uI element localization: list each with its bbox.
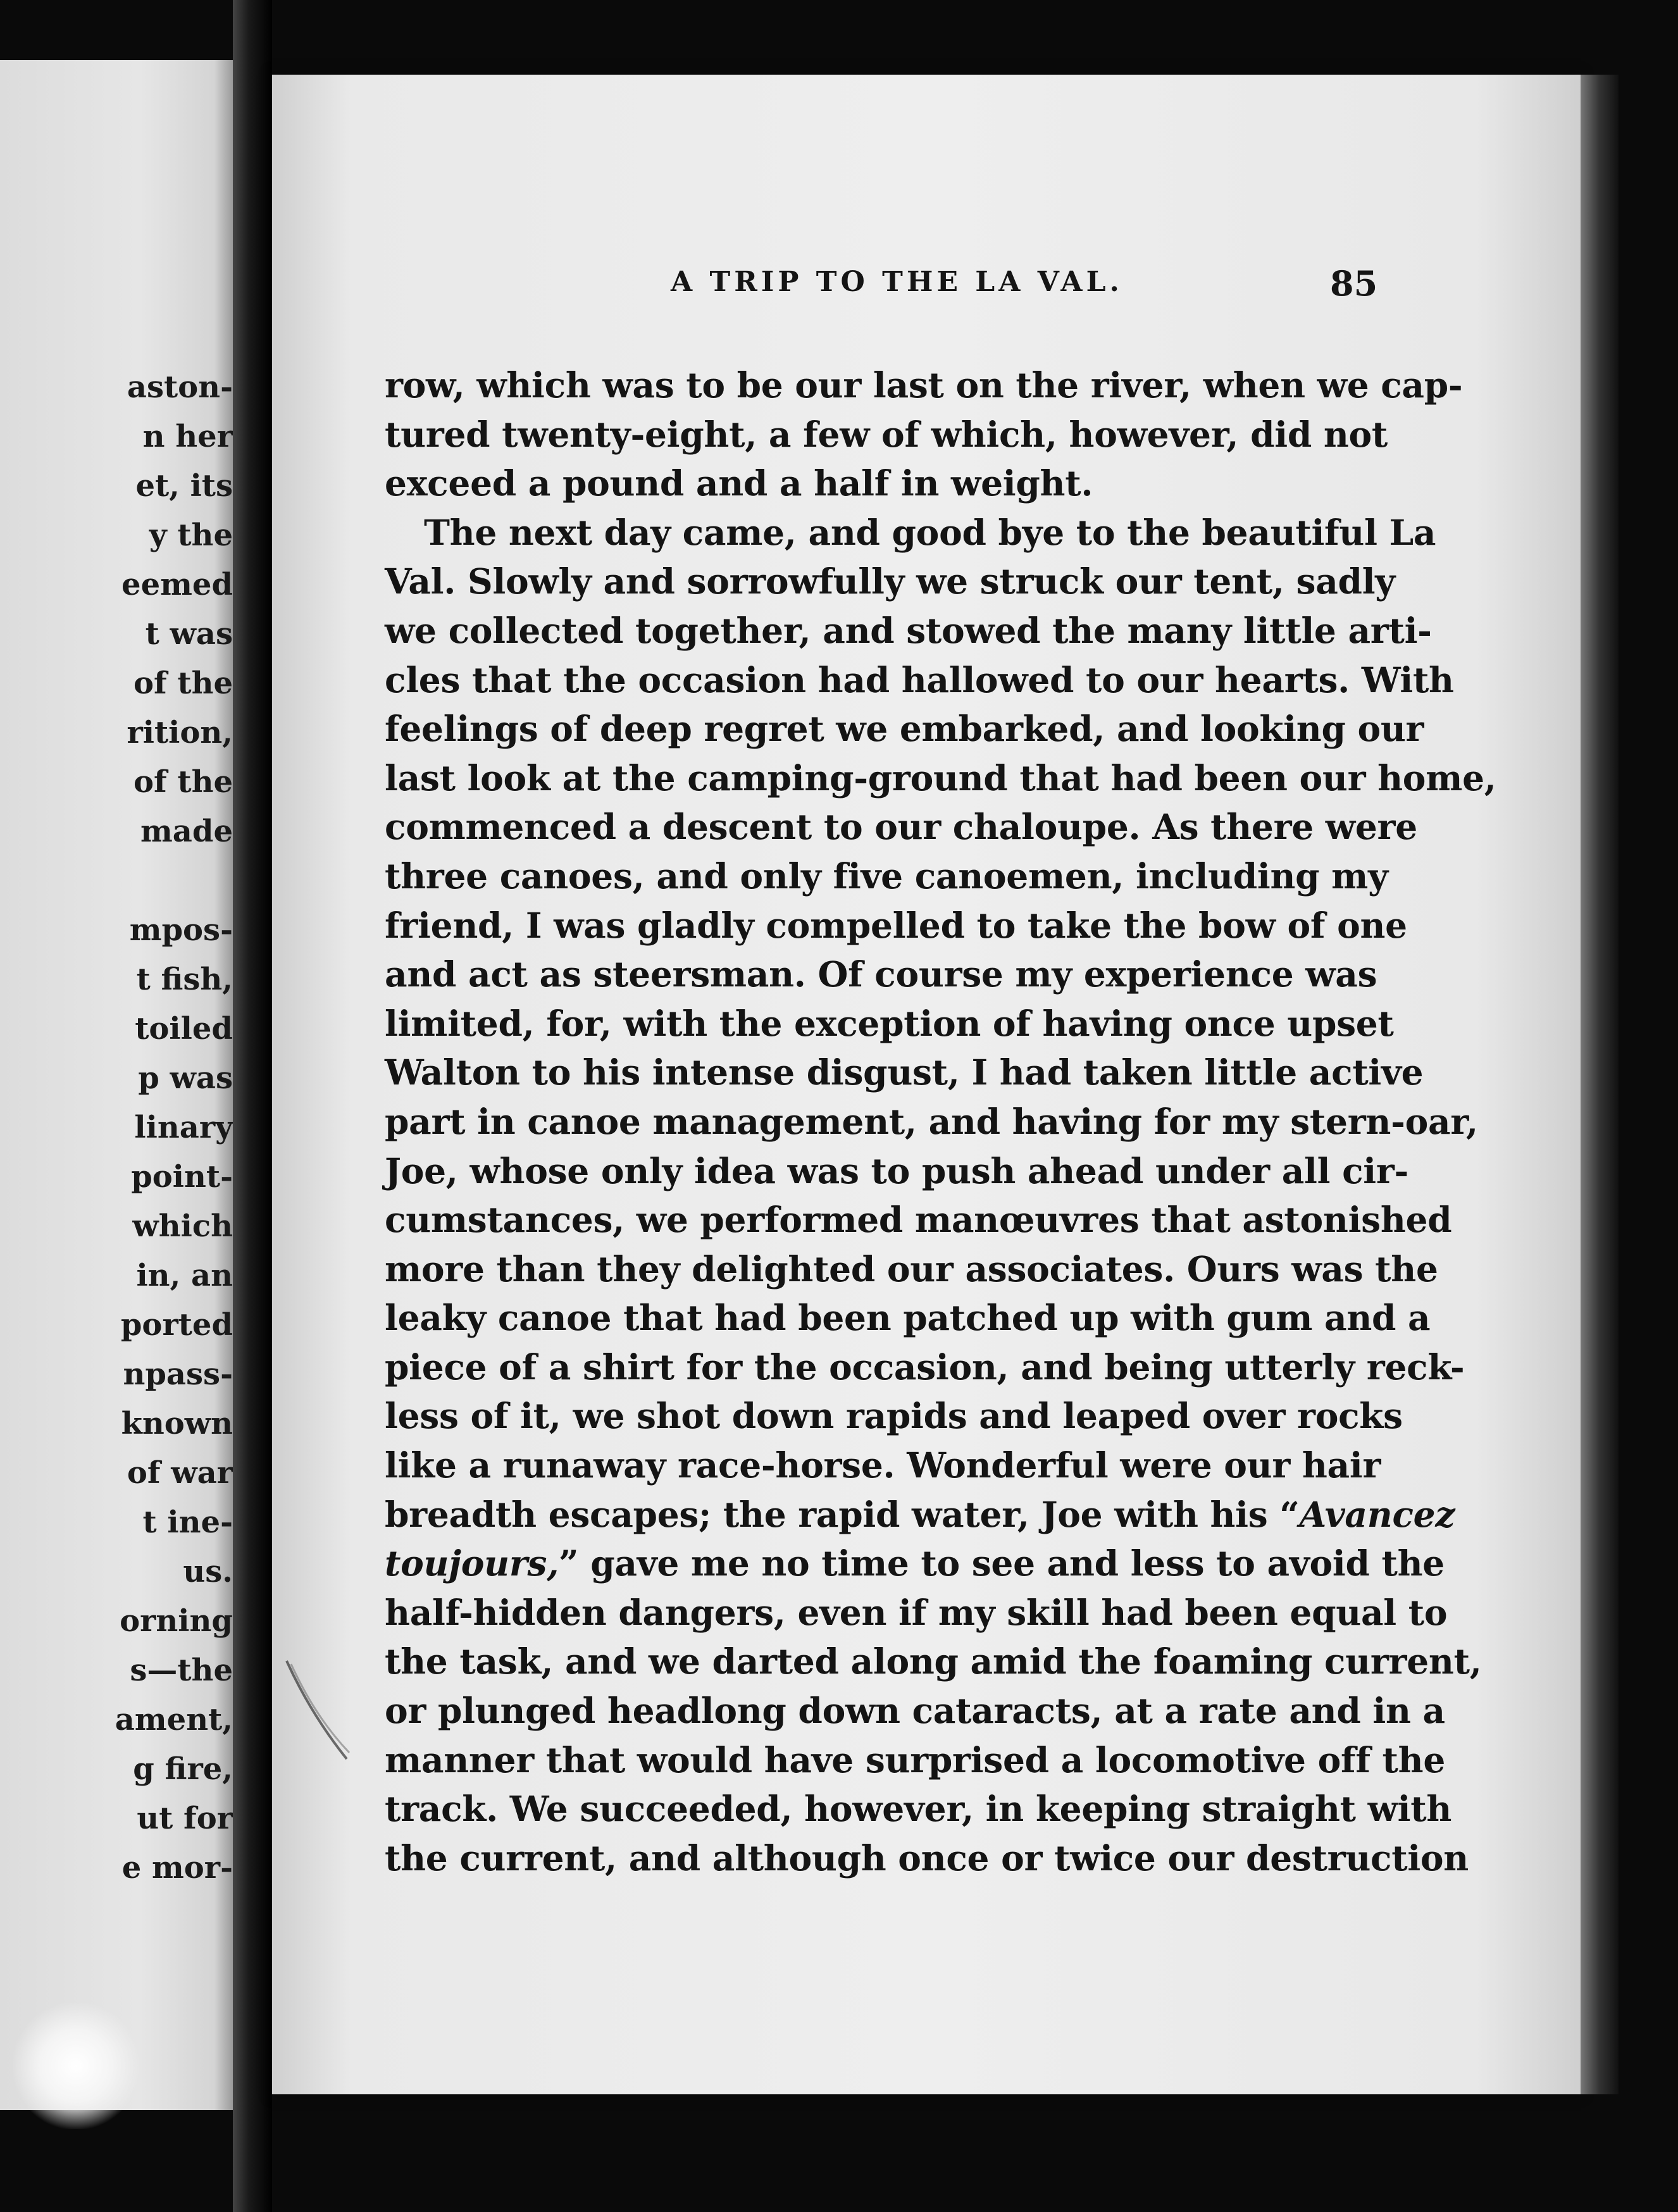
facing-line: in, an [136, 1258, 233, 1293]
book-gutter [233, 0, 272, 2212]
paper-stain [13, 2003, 139, 2129]
text-line: the current, and although once or twice our destruction [385, 1837, 1469, 1879]
text-line: we collected together, and stowed the many little arti- [385, 609, 1432, 651]
text-line: friend, I was gladly compelled to take the bow of one [385, 904, 1407, 946]
text-line: cles that the occasion had hallowed to our hearts. With [385, 659, 1454, 700]
text-line: part in canoe management, and having for my stern-oar, [385, 1100, 1478, 1142]
text-line: row, which was to be our last on the river, when we cap- [385, 364, 1463, 406]
text-line: Joe, whose only idea was to push ahead under all cir- [385, 1150, 1409, 1191]
facing-line: known [121, 1406, 233, 1441]
facing-line: linary [134, 1110, 233, 1145]
italic-phrase: Avancez [1299, 1493, 1455, 1535]
facing-line: of the [134, 764, 233, 800]
text-line: three canoes, and only five canoemen, including my [385, 855, 1388, 897]
text-line: exceed a pound and a half in weight. [385, 463, 1093, 504]
facing-line: orning [120, 1603, 233, 1639]
body-text [385, 361, 1496, 1882]
text-line: or plunged headlong down cataracts, at a rate and in a [385, 1690, 1445, 1732]
facing-line: made [140, 814, 233, 849]
page-number: 85 [1330, 263, 1378, 304]
text-line: feelings of deep regret we embarked, and looking our [385, 708, 1424, 750]
facing-line: ut for [137, 1801, 233, 1836]
text-line: leaky canoe that had been patched up with gum and a [385, 1297, 1431, 1339]
facing-page-fragment [0, 60, 233, 2110]
text-line: piece of a shirt for the occasion, and being utterly reck- [385, 1346, 1465, 1388]
facing-line: e mor- [121, 1850, 233, 1886]
facing-line: t was [145, 616, 233, 652]
facing-line: rition, [127, 715, 233, 750]
text-line: like a runaway race-horse. Wonderful were our hair [385, 1445, 1381, 1486]
facing-page-text [43, 363, 233, 1892]
facing-line: us. [183, 1554, 233, 1589]
text-line: tured twenty-eight, a few of which, however, did not [385, 413, 1388, 455]
facing-line: aston- [127, 370, 233, 405]
text-segment: breadth escapes; the rapid water, Joe with his “ [385, 1493, 1300, 1535]
running-head: A TRIP TO THE LA VAL. [671, 266, 1123, 298]
facing-line: npass- [123, 1357, 233, 1392]
text-line: Walton to his intense disgust, I had taken little active [385, 1052, 1424, 1093]
text-line-with-italic [385, 1539, 1445, 1588]
facing-line: g fire, [133, 1751, 233, 1787]
text-line-with-italic [385, 1490, 1455, 1539]
text-line: more than they delighted our associates. Ours was the [385, 1248, 1438, 1289]
facing-line: et, its [135, 468, 233, 504]
text-line: the task, and we darted along amid the foaming current, [385, 1641, 1482, 1682]
facing-line: y the [149, 518, 233, 553]
facing-line: of the [134, 666, 233, 701]
facing-line: n her [142, 419, 233, 454]
facing-line: which [132, 1209, 233, 1244]
facing-line: ported [120, 1307, 233, 1343]
text-line: cumstances, we performed manœuvres that astonished [385, 1199, 1452, 1241]
text-line: manner that would have surprised a locomotive off the [385, 1739, 1446, 1780]
paper-crease-mark [283, 1658, 353, 1765]
facing-line: ament, [115, 1702, 233, 1737]
text-line: Val. Slowly and sorrowfully we struck our tent, sadly [385, 561, 1395, 602]
text-line: last look at the camping-ground that had been our home, [385, 757, 1496, 798]
facing-line: toiled [135, 1011, 233, 1047]
facing-line: p was [138, 1060, 233, 1096]
text-line: less of it, we shot down rapids and leaped over rocks [385, 1395, 1403, 1437]
facing-line: t fish, [136, 962, 233, 997]
facing-line: s—the [130, 1653, 233, 1688]
page-edge-shadow [1581, 75, 1619, 2094]
text-line: commenced a descent to our chaloupe. As there were [385, 806, 1417, 848]
facing-line-gap [43, 856, 233, 905]
text-line: and act as steersman. Of course my experience was [385, 954, 1377, 995]
text-segment: ” gave me no time to see and less to avoid the [559, 1543, 1445, 1584]
text-line: track. We succeeded, however, in keeping straight with [385, 1788, 1452, 1830]
text-line: half-hidden dangers, even if my skill had been equal to [385, 1591, 1448, 1633]
facing-line: mpos- [129, 912, 233, 948]
facing-line: t ine- [142, 1505, 233, 1540]
italic-phrase: toujours, [385, 1543, 559, 1584]
facing-line: eemed [121, 567, 233, 602]
paragraph-first-line: The next day came, and good bye to the beautiful La [424, 511, 1436, 553]
facing-line: point- [131, 1159, 233, 1195]
text-line: limited, for, with the exception of having once upset [385, 1002, 1394, 1044]
facing-line: of war [127, 1455, 233, 1491]
